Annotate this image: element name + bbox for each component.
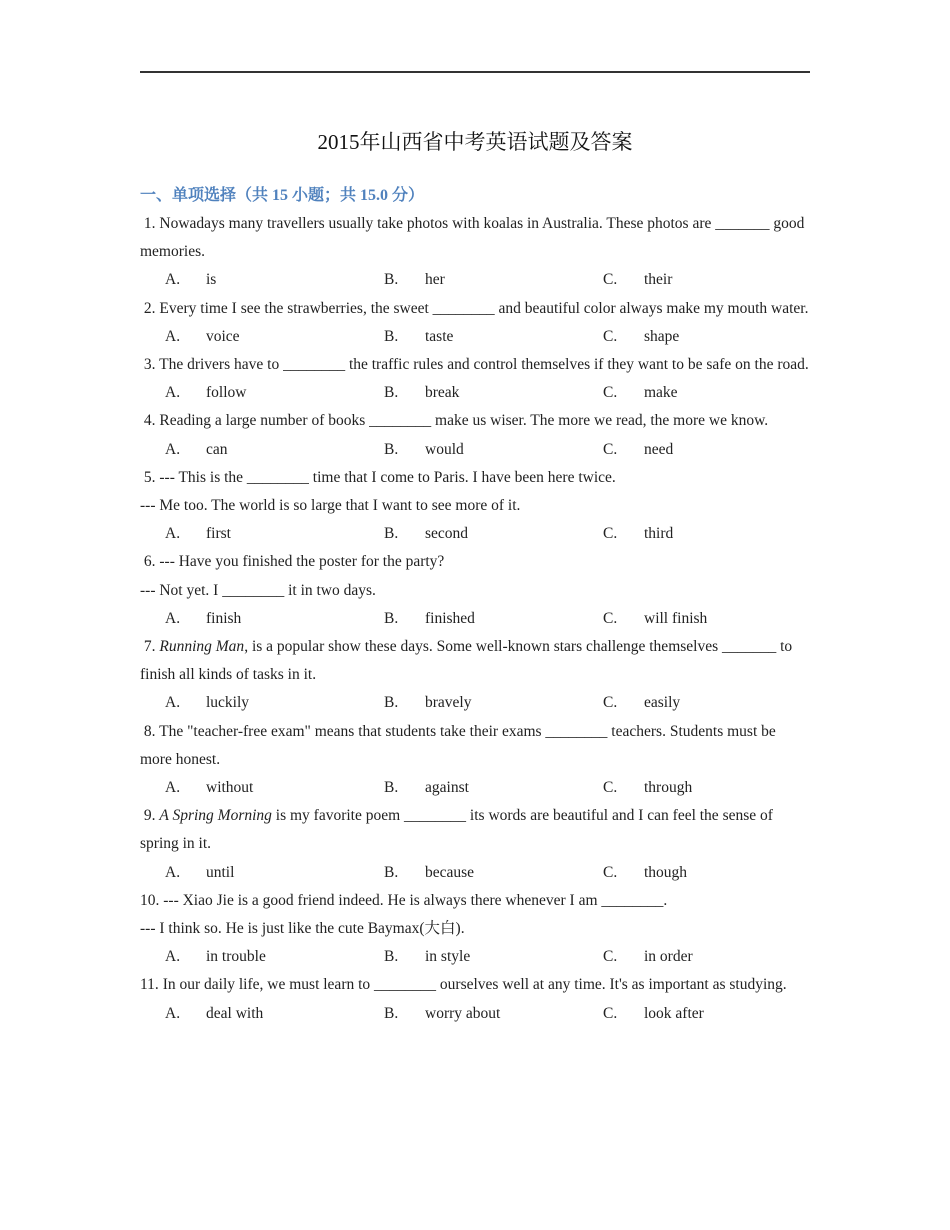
option-text: need [644, 440, 674, 458]
question-stem [140, 971, 810, 999]
option-letter: B. [384, 863, 399, 881]
option-text: break [425, 384, 460, 402]
option-text: though [644, 863, 688, 881]
question-item [140, 548, 810, 633]
option-letter: A. [165, 948, 181, 966]
option-letter: C. [603, 778, 618, 796]
option-letter: A. [165, 694, 181, 712]
question-stem [140, 210, 810, 266]
option-text: without [206, 778, 254, 796]
question-text: Every time I see the strawberries, the sweet ________ and beautiful color always make my mouth water. [159, 299, 809, 317]
option-text: her [425, 271, 445, 289]
question-dialogue-line [140, 492, 810, 520]
option-letter: C. [603, 863, 618, 881]
option-row [140, 605, 810, 633]
question-number: 10. [140, 891, 164, 909]
option-text: second [425, 525, 469, 543]
option-row [140, 266, 810, 294]
option-letter: B. [384, 525, 399, 543]
question-number: 7. [140, 637, 160, 655]
option-row [140, 689, 810, 717]
option-text: will finish [644, 609, 708, 627]
title-italic: Running Man [159, 637, 245, 655]
option-text: finish [206, 609, 242, 627]
question-stem [140, 464, 810, 492]
option-letter: C. [603, 525, 618, 543]
question-number: 5. [140, 468, 160, 486]
question-dialogue-line [140, 915, 810, 943]
question-stem [140, 718, 810, 774]
option-text: taste [425, 327, 454, 345]
option-letter: A. [165, 440, 181, 458]
option-text: make [644, 384, 678, 402]
option-text: because [425, 863, 475, 881]
question-item [140, 464, 810, 549]
question-item [140, 887, 810, 972]
question-stem [140, 802, 810, 858]
option-text: would [425, 440, 464, 458]
page-title: 2015年山西省中考英语试题及答案 [317, 130, 633, 154]
title-italic: A Spring Morning [159, 807, 272, 825]
question-dialogue-line [140, 577, 810, 605]
option-text: finished [425, 609, 475, 627]
question-number: 1. [140, 215, 160, 232]
question-item [140, 295, 810, 351]
option-text: bravely [425, 694, 472, 712]
option-letter: C. [603, 271, 618, 289]
question-item [140, 718, 810, 803]
question-text: The drivers have to ________ the traffic rules and control themselves if they want to be safe on the road. [159, 355, 809, 373]
option-letter: A. [165, 1004, 181, 1022]
section-heading: 一、单项选择（共 15 小题；共 15.0 分） [140, 187, 425, 204]
option-text: luckily [206, 694, 250, 712]
option-text: deal with [206, 1004, 264, 1022]
option-letter: C. [603, 1004, 618, 1022]
option-letter: A. [165, 863, 181, 881]
option-row [140, 1000, 810, 1028]
question-item [140, 210, 810, 295]
option-text: until [206, 863, 235, 881]
option-row [140, 943, 810, 971]
option-letter: A. [165, 525, 181, 543]
option-letter: B. [384, 271, 399, 289]
question-number: 6. [140, 553, 160, 571]
question-text: --- Have you finished the poster for the party? [159, 553, 445, 571]
option-letter: B. [384, 440, 399, 458]
question-stem [140, 633, 810, 689]
option-text: in order [644, 948, 693, 966]
option-letter: B. [384, 1004, 399, 1022]
question-item [140, 802, 810, 887]
option-letter: A. [165, 327, 181, 345]
question-text: Reading a large number of books ________ make us wiser. The more we read, the more we know. [159, 412, 769, 430]
question-text: --- I think so. He is just like the cute Baymax(大白). [140, 919, 465, 937]
question-text: --- This is the ________ time that I come to Paris. I have been here twice. [159, 468, 616, 486]
option-text: worry about [425, 1004, 501, 1022]
question-text: In our daily life, we must learn to ________ ourselves well at any time. It's as important as studying. [162, 976, 787, 994]
option-text: shape [644, 327, 680, 345]
question-number: 8. [140, 722, 160, 740]
option-text: their [644, 271, 673, 289]
option-text: in trouble [206, 948, 266, 966]
option-text: follow [206, 384, 247, 402]
option-row [140, 323, 810, 351]
option-text: can [206, 440, 228, 458]
question-stem [140, 295, 810, 323]
question-number: 9. [140, 807, 160, 825]
option-text: is [206, 271, 217, 289]
option-row [140, 774, 810, 802]
option-text: easily [644, 694, 681, 712]
question-text: is my favorite poem ________ its words are beautiful and I can feel the sense of spring in it. [140, 807, 773, 853]
question-item [140, 351, 810, 407]
question-number: 3. [140, 355, 160, 373]
option-letter: C. [603, 440, 618, 458]
option-text: against [425, 778, 469, 796]
option-letter: B. [384, 327, 399, 345]
option-letter: C. [603, 694, 618, 712]
question-item [140, 971, 810, 1027]
question-number: 11. [140, 976, 163, 994]
option-text: look after [644, 1004, 704, 1022]
option-text: first [206, 525, 231, 543]
option-letter: A. [165, 384, 181, 402]
question-text: --- Not yet. I ________ it in two days. [140, 581, 376, 599]
option-text: third [644, 525, 674, 543]
question-item [140, 633, 810, 718]
option-row [140, 859, 810, 887]
question-text: Nowadays many travellers usually take photos with koalas in Australia. These photos are _______ good memories. [140, 215, 805, 261]
question-text: The "teacher-free exam" means that students take their exams ________ teachers. Students must be more honest. [140, 722, 776, 768]
question-number: 4. [140, 412, 160, 430]
option-letter: A. [165, 609, 181, 627]
option-text: in style [425, 948, 471, 966]
option-letter: C. [603, 327, 618, 345]
question-list [140, 210, 810, 1028]
option-row [140, 379, 810, 407]
option-letter: B. [384, 778, 399, 796]
option-letter: B. [384, 384, 399, 402]
question-item [140, 407, 810, 463]
option-letter: B. [384, 694, 399, 712]
option-letter: C. [603, 948, 618, 966]
question-text: --- Xiao Jie is a good friend indeed. He is always there whenever I am ________. [163, 891, 668, 909]
question-stem [140, 887, 810, 915]
question-number: 2. [140, 299, 160, 317]
option-letter: A. [165, 271, 181, 289]
option-letter: B. [384, 948, 399, 966]
option-letter: A. [165, 778, 181, 796]
option-letter: B. [384, 609, 399, 627]
option-text: through [644, 778, 693, 796]
question-stem [140, 548, 810, 576]
question-stem [140, 351, 810, 379]
option-row [140, 436, 810, 464]
option-row [140, 520, 810, 548]
question-text: --- Me too. The world is so large that I want to see more of it. [140, 496, 521, 514]
question-stem [140, 407, 810, 435]
question-text: , is a popular show these days. Some well-known stars challenge themselves _______ to finish all kinds of tasks in it. [140, 637, 793, 684]
option-letter: C. [603, 609, 618, 627]
option-letter: C. [603, 384, 618, 402]
header-rule [140, 71, 810, 73]
option-text: voice [206, 327, 240, 345]
